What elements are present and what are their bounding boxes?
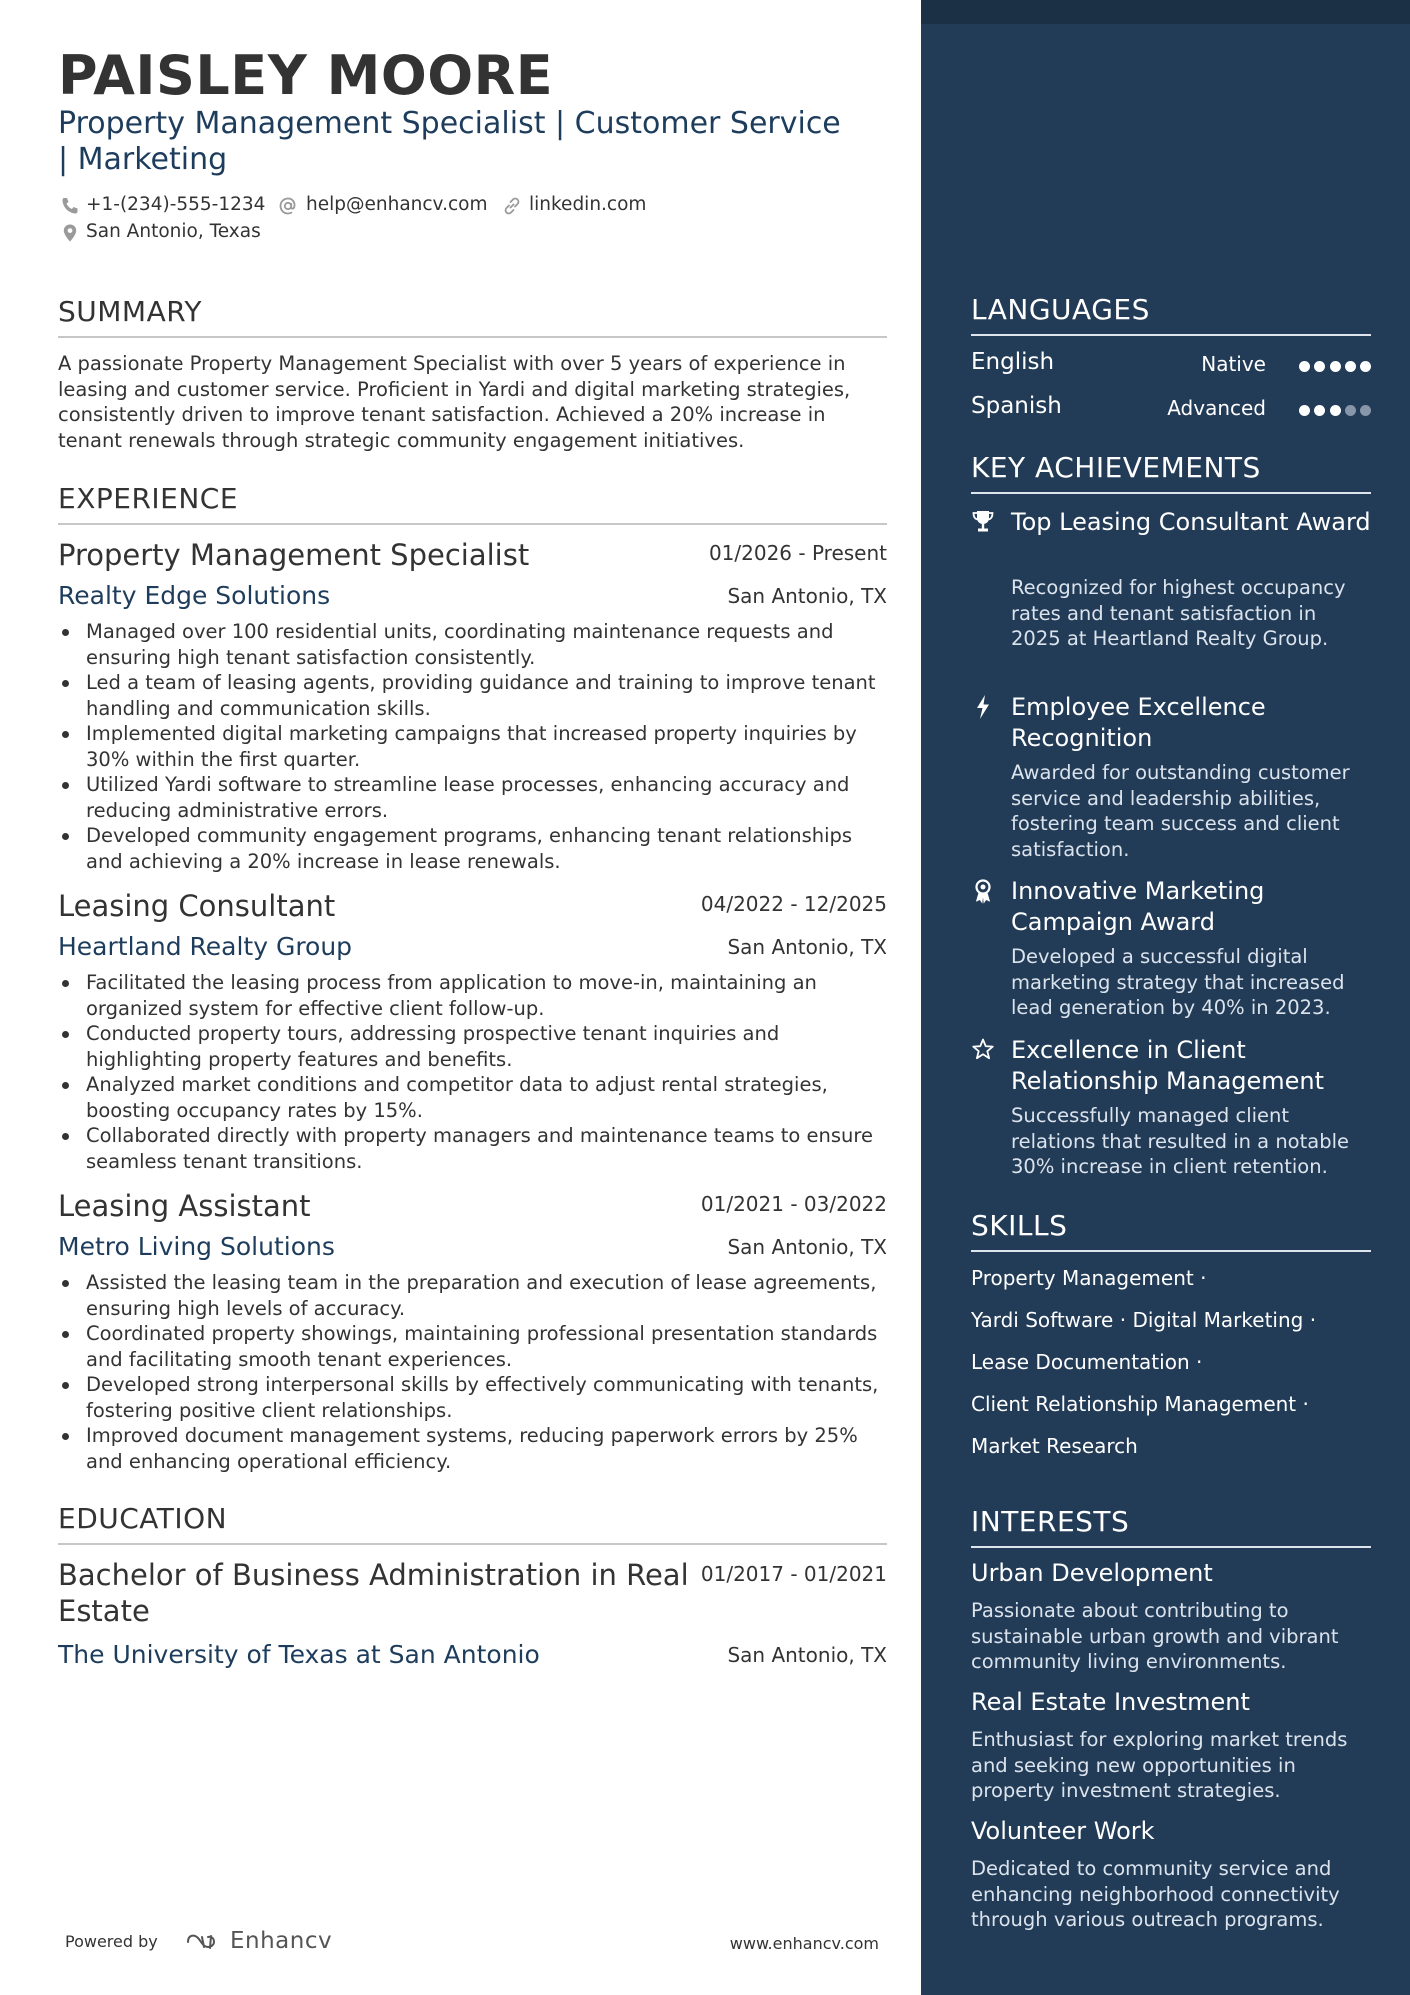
languages-heading: LANGUAGES	[971, 293, 1371, 336]
skill-line: Lease Documentation ·	[971, 1350, 1203, 1374]
education-heading: EDUCATION	[58, 1502, 887, 1545]
skill-tag: Yardi Software	[971, 1308, 1114, 1332]
achievement-description: Recognized for highest occupancy rates and tenant satisfaction in 2025 at Heartland Realty Group.	[1011, 576, 1346, 650]
powered-by-label: Powered by	[65, 1932, 158, 1951]
language-name: Spanish	[971, 393, 1062, 419]
job-bullet: Collaborated directly with property managers and maintenance teams to ensure seamless tenant transitions.	[58, 1123, 893, 1174]
job-bullet: Assisted the leasing team in the preparation and execution of lease agreements, ensuring high levels of accuracy.	[58, 1270, 893, 1321]
link-icon	[502, 196, 522, 216]
phone-icon	[60, 196, 80, 216]
trophy-icon	[971, 509, 995, 535]
job-title: Leasing Assistant	[58, 1189, 311, 1223]
interest-description: Dedicated to community service and enhancing neighborhood connectivity through various outreach programs.	[971, 1857, 1340, 1931]
skill-line	[971, 1434, 1138, 1458]
proficiency-dot	[1299, 405, 1310, 416]
interest-description: Passionate about contributing to sustainable urban growth and vibrant community living environments.	[971, 1599, 1339, 1673]
job-bullet: Conducted property tours, addressing prospective tenant inquiries and highlighting property features and benefits.	[58, 1021, 893, 1072]
interest-title: Real Estate Investment	[971, 1688, 1250, 1716]
achievements-heading: KEY ACHIEVEMENTS	[971, 451, 1371, 494]
job-title: Property Management Specialist	[58, 538, 530, 572]
summary-text: A passionate Property Management Specialist with over 5 years of experience in leasing and customer service. Proficient in Yardi and digital marketing strategies, consistently driven to improve tenant satisfaction. Achieved a 20% increase in tenant renewals through strategic community engagement initiatives.	[58, 352, 851, 452]
achievement-title: Top Leasing Consultant Award	[1011, 508, 1371, 536]
language-row	[971, 349, 1371, 383]
proficiency-dot	[1314, 405, 1325, 416]
candidate-name: PAISLEY MOORE	[58, 44, 554, 107]
lightning-icon	[971, 694, 995, 720]
school-name: The University of Texas at San Antonio	[58, 1640, 540, 1669]
footer-url[interactable]: www.enhancv.com	[729, 1934, 879, 1953]
proficiency-dot	[1299, 361, 1310, 372]
proficiency-dot	[1330, 361, 1341, 372]
language-proficiency-dots	[1299, 405, 1371, 417]
skill-tag: Market Research	[971, 1434, 1138, 1458]
job-bullet: Implemented digital marketing campaigns that increased property inquiries by 30% within the first quarter.	[58, 721, 893, 772]
achievement-title: Innovative Marketing Campaign Award	[1011, 877, 1265, 936]
skill-line: Yardi Software · Digital Marketing ·	[971, 1308, 1317, 1332]
achievement-title: Employee Excellence Recognition	[1011, 693, 1266, 752]
proficiency-dot	[1345, 405, 1356, 416]
job-date: 04/2022 - 12/2025	[700, 892, 887, 916]
job-bullet: Led a team of leasing agents, providing guidance and training to improve tenant handling and communication skills.	[58, 670, 893, 721]
company-name: Realty Edge Solutions	[58, 581, 331, 610]
job-bullets	[58, 619, 893, 874]
education-location: San Antonio, TX	[727, 1643, 887, 1667]
skill-tag: Client Relationship Management	[971, 1392, 1297, 1416]
experience-heading: EXPERIENCE	[58, 482, 887, 525]
skill-tag: Lease Documentation	[971, 1350, 1190, 1374]
skill-tag: Digital Marketing	[1132, 1308, 1304, 1332]
job-bullets	[58, 1270, 893, 1474]
job-bullet: Managed over 100 residential units, coordinating maintenance requests and ensuring high tenant satisfaction consistently.	[58, 619, 893, 670]
job-bullets	[58, 970, 893, 1174]
company-name: Heartland Realty Group	[58, 932, 353, 961]
job-location: San Antonio, TX	[727, 1235, 887, 1259]
job-location: San Antonio, TX	[727, 935, 887, 959]
language-level: Advanced	[1167, 396, 1266, 420]
skill-line: Client Relationship Management ·	[971, 1392, 1309, 1416]
job-title: Leasing Consultant	[58, 889, 336, 923]
location-pin-icon	[60, 223, 80, 243]
achievement-description: Awarded for outstanding customer service and leadership abilities, fostering team success and client satisfaction.	[1011, 761, 1350, 861]
proficiency-dot	[1314, 361, 1325, 372]
job-bullet: Improved document management systems, reducing paperwork errors by 25% and enhancing operational efficiency.	[58, 1423, 893, 1474]
skill-line: Property Management ·	[971, 1266, 1207, 1290]
degree-title: Bachelor of Business Administration in Real Estate	[58, 1558, 689, 1628]
proficiency-dot	[1360, 361, 1371, 372]
achievement-description: Developed a successful digital marketing strategy that increased lead generation by 40% in 2023.	[1011, 945, 1345, 1019]
job-bullet: Facilitated the leasing process from application to move-in, maintaining an organized system for effective client follow-up.	[58, 970, 893, 1021]
skill-tag: Property Management	[971, 1266, 1194, 1290]
proficiency-dot	[1360, 405, 1371, 416]
interest-title: Urban Development	[971, 1559, 1213, 1587]
phone-number[interactable]: +1-(234)-555-1234	[86, 194, 266, 215]
linkedin-link[interactable]: linkedin.com	[529, 194, 647, 215]
job-bullet: Coordinated property showings, maintaining professional presentation standards and facilitating smooth tenant experiences.	[58, 1321, 893, 1372]
achievement-title: Excellence in Client Relationship Management	[1011, 1036, 1325, 1095]
interest-description: Enthusiast for exploring market trends and seeking new opportunities in property investment strategies.	[971, 1728, 1348, 1802]
job-bullet: Analyzed market conditions and competitor data to adjust rental strategies, boosting occupancy rates by 15%.	[58, 1072, 893, 1123]
job-bullet: Utilized Yardi software to streamline lease processes, enhancing accuracy and reducing administrative errors.	[58, 772, 893, 823]
job-date: 01/2026 - Present	[708, 541, 887, 565]
language-proficiency-dots	[1299, 361, 1371, 373]
summary-heading: SUMMARY	[58, 295, 887, 338]
interest-title: Volunteer Work	[971, 1817, 1155, 1845]
location-text: San Antonio, Texas	[86, 221, 261, 242]
education-date: 01/2017 - 01/2021	[700, 1562, 887, 1586]
language-level: Native	[1201, 352, 1266, 376]
language-name: English	[971, 349, 1055, 375]
language-row	[971, 393, 1371, 427]
award-ribbon-icon	[971, 878, 995, 904]
achievement-description: Successfully managed client relations that resulted in a notable 30% increase in client retention.	[1011, 1104, 1350, 1178]
footer-brand[interactable]: Enhancv	[230, 1928, 333, 1954]
interests-heading: INTERESTS	[971, 1505, 1371, 1548]
star-icon	[971, 1037, 995, 1063]
job-location: San Antonio, TX	[727, 584, 887, 608]
at-sign-icon	[278, 196, 298, 216]
proficiency-dot	[1330, 405, 1341, 416]
job-date: 01/2021 - 03/2022	[700, 1192, 887, 1216]
resume-sidebar	[921, 0, 1410, 1995]
company-name: Metro Living Solutions	[58, 1232, 335, 1261]
proficiency-dot	[1345, 361, 1356, 372]
job-bullet: Developed strong interpersonal skills by effectively communicating with tenants, fostering positive client relationships.	[58, 1372, 893, 1423]
job-bullet: Developed community engagement programs, enhancing tenant relationships and achieving a 20% increase in lease renewals.	[58, 823, 893, 874]
email-link[interactable]: help@enhancv.com	[306, 194, 488, 215]
candidate-role: Property Management Specialist | Customer Service | Marketing	[58, 106, 841, 177]
sidebar-top-band	[921, 0, 1410, 24]
skills-heading: SKILLS	[971, 1209, 1371, 1252]
